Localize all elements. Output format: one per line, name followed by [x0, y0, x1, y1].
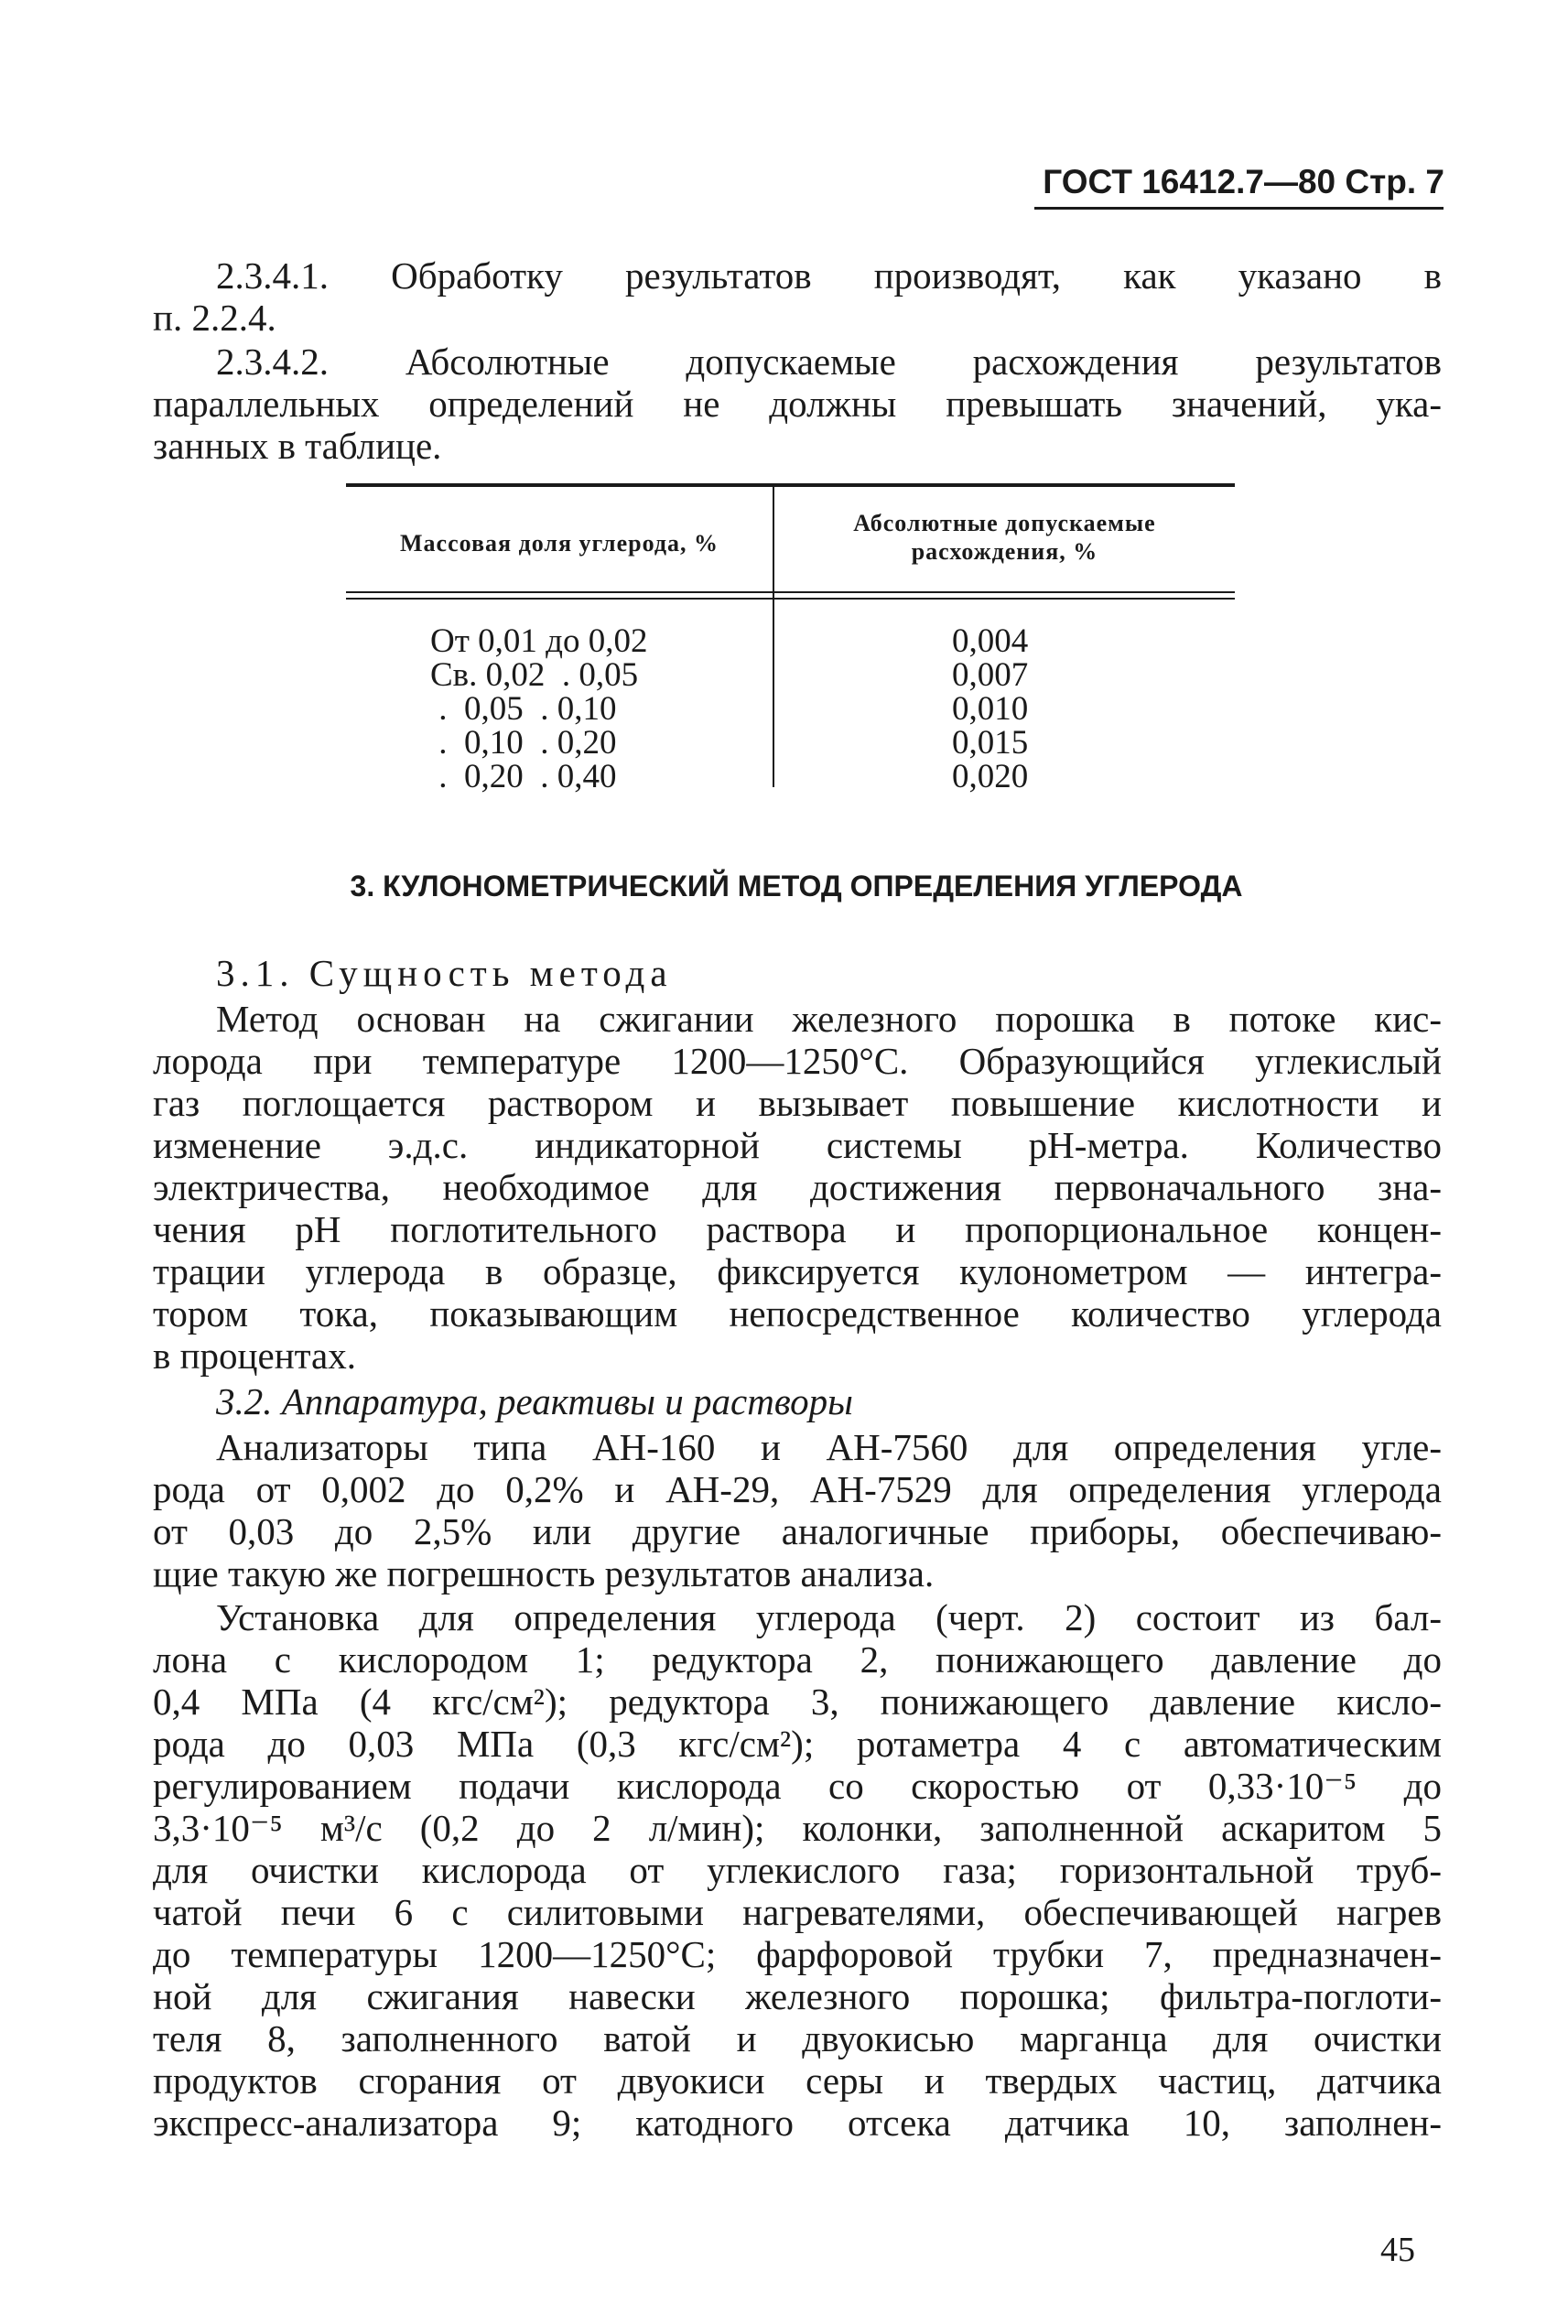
- text-line: щие такую же погрешность результатов анализа.: [153, 1552, 935, 1594]
- text-line: тором тока, показывающим непосредственное количество углерода: [153, 1292, 1442, 1335]
- page-header: ГОСТ 16412.7—80 Стр. 7: [1043, 163, 1444, 200]
- text-line: 3,3·10⁻⁵ м³/с (0,2 до 2 л/мин); колонки, заполненной аскаритом 5: [153, 1807, 1442, 1849]
- paragraph-3-2-setup: [153, 1596, 1442, 2144]
- table-cell: . 0,10 . 0,20: [430, 724, 617, 762]
- text-line: Анализаторы типа АН-160 и АН-7560 для определения угле-: [216, 1426, 1442, 1468]
- text-line: электричества, необходимое для достижения первоначального зна-: [153, 1166, 1442, 1208]
- table-cell: 0,010: [952, 690, 1029, 728]
- table-cell: 0,020: [952, 758, 1029, 795]
- text-line: изменение э.д.с. индикаторной системы рН-метра. Количество: [153, 1124, 1442, 1166]
- text-line: от 0,03 до 2,5% или другие аналогичные приборы, обеспечиваю-: [153, 1510, 1442, 1552]
- text-line: п. 2.2.4.: [153, 297, 276, 339]
- paragraph-3-2-analyzers: [153, 1426, 1442, 1594]
- table-cell: 0,004: [952, 622, 1029, 660]
- subsection-title-3-2: 3.2. Аппаратура, реактивы и растворы: [216, 1380, 853, 1422]
- paragraph-3-1: [153, 998, 1442, 1377]
- table-column-value: [952, 624, 1028, 794]
- text-line: рода до 0,03 МПа (0,3 кгс/см²); ротаметра 4 с автоматическим: [153, 1723, 1442, 1765]
- paragraph-2-3-4-1: [153, 254, 1442, 339]
- text-line: ной для сжигания навески железного порошка; фильтра-поглоти-: [153, 1975, 1442, 2017]
- text-line: чатой печи 6 с силитовыми нагревателями, обеспечивающей нагрев: [153, 1891, 1442, 1933]
- table-header-mass-fraction: Массовая доля углерода, %: [399, 530, 719, 557]
- table-header-tolerance: [774, 509, 1235, 566]
- header-rule: [1034, 207, 1444, 210]
- table-header-rule: [346, 598, 1235, 600]
- text-line: занных в таблице.: [153, 425, 442, 467]
- section-title: 3. КУЛОНОМЕТРИЧЕСКИЙ МЕТОД ОПРЕДЕЛЕНИЯ УГЛЕРОДА: [350, 870, 1243, 903]
- text-line: для очистки кислорода от углекислого газа; горизонтальной труб-: [153, 1849, 1442, 1891]
- table-header-line: Абсолютные допускаемые: [853, 510, 1156, 536]
- table-header-line: расхождения, %: [911, 538, 1098, 565]
- text-line: до температуры 1200—1250°С; фарфоровой трубки 7, предназначен-: [153, 1933, 1442, 1975]
- text-line: газ поглощается раствором и вызывает повышение кислотности и: [153, 1082, 1442, 1124]
- text-line: рода от 0,002 до 0,2% и АН-29, АН-7529 для определения углерода: [153, 1468, 1442, 1510]
- text-line: теля 8, заполненного ватой и двуокисью марганца для очистки: [153, 2017, 1442, 2059]
- text-line: трации углерода в образце, фиксируется кулонометром — интегра-: [153, 1250, 1442, 1292]
- table-cell: . 0,05 . 0,10: [430, 690, 617, 728]
- text-line: регулированием подачи кислорода со скоростью от 0,33·10⁻⁵ до: [153, 1765, 1442, 1807]
- text-line: лона с кислородом 1; редуктора 2, понижающего давление до: [153, 1638, 1442, 1681]
- text-line: лорода при температуре 1200—1250°С. Образующийся углекислый: [153, 1040, 1442, 1082]
- text-line: в процентах.: [153, 1335, 356, 1377]
- text-line: 2.3.4.1. Обработку результатов производят, как указано в: [216, 254, 1442, 297]
- page-number: 45: [1380, 2231, 1415, 2269]
- text-line: продуктов сгорания от двуокиси серы и твердых частиц, датчика: [153, 2059, 1442, 2102]
- table-cell: 0,015: [952, 724, 1029, 762]
- table-column-range: [430, 624, 647, 794]
- text-line: экспресс-анализатора 9; катодного отсека датчика 10, заполнен-: [153, 2102, 1442, 2144]
- text-line: Установка для определения углерода (черт. 2) состоит из бал-: [216, 1596, 1442, 1638]
- text-line: параллельных определений не должны превышать значений, ука-: [153, 383, 1442, 425]
- paragraph-2-3-4-2: [153, 340, 1442, 467]
- table-cell: От 0,01 до 0,02: [430, 622, 648, 660]
- table-cell: . 0,20 . 0,40: [430, 758, 617, 795]
- table-top-rule: [346, 483, 1235, 487]
- subsection-title-3-1: 3.1. Сущность метода: [216, 952, 673, 994]
- table-header-rule: [346, 591, 1235, 593]
- table-cell: 0,007: [952, 656, 1029, 694]
- text-line: 2.3.4.2. Абсолютные допускаемые расхождения результатов: [216, 340, 1442, 383]
- text-line: чения рН поглотительного раствора и пропорциональное концен-: [153, 1208, 1442, 1250]
- text-line: 0,4 МПа (4 кгс/см²); редуктора 3, понижающего давление кисло-: [153, 1681, 1442, 1723]
- text-line: Метод основан на сжигании железного порошка в потоке кис-: [216, 998, 1442, 1040]
- table-cell: Св. 0,02 . 0,05: [430, 656, 639, 694]
